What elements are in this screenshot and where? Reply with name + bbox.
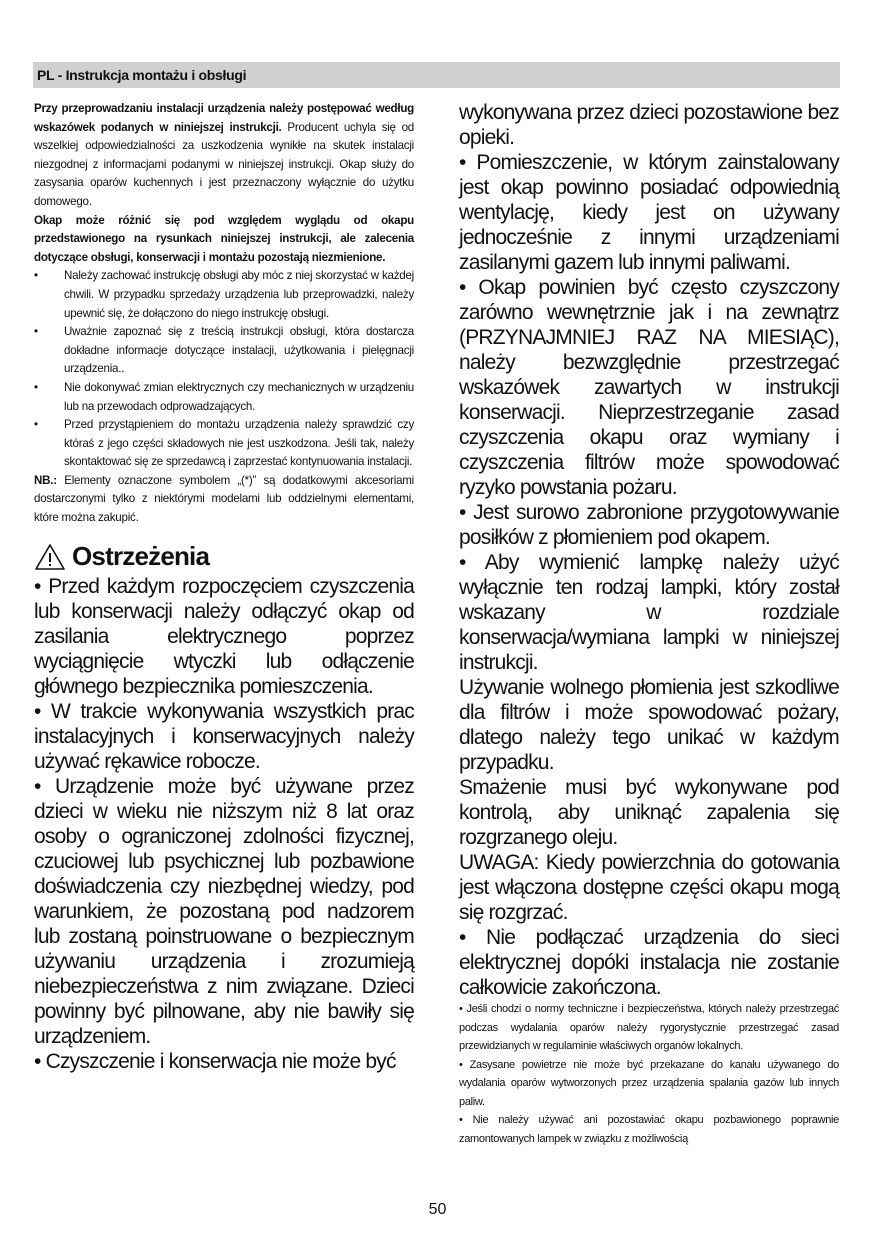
warning-paragraph: • W trakcie wykonywania wszystkich prac instalacyjnych i konserwacyjnych należy używać rękawice robocze.	[34, 699, 414, 773]
list-item: • Nie dokonywać zmian elektrycznych czy mechanicznych w urządzeniu lub na przewodach odprowadzających.	[34, 380, 414, 413]
warnings-heading	[34, 542, 414, 572]
left-column	[34, 100, 414, 1074]
intro-text: Producent uchyla się od wszelkiej odpowiedzialności za uszkodzenia wynikłe na skutek instalacji niezgodnej z informacjami podanymi w niniejszej instrukcji. Okap służy do zasysania oparów kuchennych i jest przeznaczony wyłącznie do użytku domowego.	[34, 120, 415, 208]
intro-bold: Przy przeprowadzaniu instalacji urządzenia należy postępować według wskazówek podanych w niniejszej instrukcji.	[34, 102, 414, 134]
warning-paragraph: Smażenie musi być wykonywane pod kontrolą, aby uniknąć zapalenia się rozgrzanego oleju.	[459, 776, 839, 849]
small-note-paragraph: • Jeśli chodzi o normy techniczne i bezpieczeństwa, których należy przestrzegać podczas wydalania oparów należy rygorystycznie przestrzegać zasad przewidzianych w regulaminie właściwych organów lokalnych.	[459, 1003, 839, 1052]
small-note-paragraph: • Nie należy używać ani pozostawiać okapu pozbawionego poprawnie zamontowanych lampek w związku z możliwością	[459, 1114, 839, 1145]
warning-paragraph: • Okap powinien być często czyszczony zarówno wewnętrznie jak i na zewnątrz (PRZYNAJMNIEJ RAZ NA MIESIĄC), należy bezwzględnie przestrzegać wskazówek zawartych w instrukcji konserwacji. Nieprzestrzeganie zasad czyszczenia okapu oraz wymiany i czyszczenia filtrów może spowodować ryzyko powstania pożaru.	[459, 276, 839, 499]
intro-paragraph	[34, 100, 414, 212]
warning-paragraph: • Pomieszczenie, w którym zainstalowany jest okap powinno posiadać odpowiednią wentylację, kiedy jest on używany jednocześnie z innymi urządzeniami zasilanymi gazem lub innymi paliwami.	[459, 151, 839, 274]
nb-note: NB.: Elementy oznaczone symbolem „(*)” są dodatkowymi akcesoriami dostarczonymi tylko z niektórymi modelami lub oddzielnymi elementami, które można zakupić.	[34, 473, 414, 525]
warning-paragraph: • Aby wymienić lampkę należy użyć wyłącznie ten rodzaj lampki, który został wskazany w rozdziale konserwacja/wymiana lampki w niniejszej instrukcji.	[459, 551, 839, 674]
warning-paragraph: UWAGA: Kiedy powierzchnia do gotowania jest włączona dostępne części okapu mogą się rozgrzać.	[459, 851, 839, 924]
bullet-icon: •	[34, 380, 38, 394]
list-item: • Uważnie zapoznać się z treścią instrukcji obsługi, która dostarcza dokładne informacje dotyczące instalacji, użytkowania i pielęgnacji urządzenia..	[34, 325, 414, 376]
instruction-bullet-list	[34, 267, 414, 472]
bullet-icon: •	[34, 325, 38, 339]
appearance-note: Okap może różnić się pod względem wyglądu od okapu przedstawionego na rysunkach niniejszej instrukcji, ale zalecenia dotyczące obsługi, konserwacji i montażu pozostają niezmienione.	[34, 213, 414, 264]
warning-paragraph: wykonywana przez dzieci pozostawione bez opieki.	[459, 101, 839, 149]
small-note-paragraph: • Zasysane powietrze nie może być przekazane do kanału używanego do wydalania oparów wytworzonych przez urządzenia spalania gazów lub innych paliw.	[459, 1058, 839, 1108]
warnings-title: Ostrzeżenia	[72, 541, 210, 572]
section-header	[33, 62, 840, 88]
right-column	[459, 100, 839, 1148]
bullet-icon: •	[34, 418, 38, 432]
warning-paragraph: • Przed każdym rozpoczęciem czyszczenia lub konserwacji należy odłączyć okap od zasilania elektrycznego poprzez wyciągnięcie wtyczki lub odłączenie głównego bezpiecznika pomieszczenia.	[34, 574, 414, 698]
list-item: • Należy zachować instrukcję obsługi aby móc z niej skorzystać w każdej chwili. W przypadku sprzedaży urządzenia lub przeprowadzki, należy upewnić się, że dołączono do niego instrukcję obsługi.	[34, 269, 414, 320]
warning-paragraph: Używanie wolnego płomienia jest szkodliwe dla filtrów i może spowodować pożary, dlatego należy tego unikać w każdym przypadku.	[459, 676, 839, 774]
warning-paragraph: • Jest surowo zabronione przygotowywanie posiłków z płomieniem pod okapem.	[459, 501, 839, 549]
bullet-icon: •	[34, 269, 38, 283]
warning-paragraph: • Nie podłączać urządzenia do sieci elektrycznej dopóki instalacja nie zostanie całkowicie zakończona.	[459, 926, 839, 999]
warning-paragraph: • Czyszczenie i konserwacja nie może być	[34, 1049, 396, 1073]
warning-paragraph: • Urządzenie może być używane przez dzieci w wieku nie niższym niż 8 lat oraz osoby o ograniczonej zdolności fizycznej, czuciowej lub psychicznej lub pozbawione doświadczenia czy niezbędnej wiedzy, pod warunkiem, że pozostaną pod nadzorem lub zostaną poinstruowane o bezpiecznym używaniu urządzenia i zrozumieją niebezpieczeństwa z nim związane. Dzieci powinny być pilnowane, aby nie bawiły się urządzeniem.	[34, 774, 414, 1048]
page-number: 50	[428, 1201, 447, 1218]
list-item: • Przed przystąpieniem do montażu urządzenia należy sprawdzić czy któraś z jego części składowych nie jest uszkodzona. Jeśli tak, należy skontaktować się ze sprzedawcą i zaprzestać kontynuowania instalacji.	[34, 418, 414, 469]
warning-triangle-icon	[34, 543, 66, 571]
section-title: PL - Instrukcja montażu i obsługi	[37, 67, 247, 83]
